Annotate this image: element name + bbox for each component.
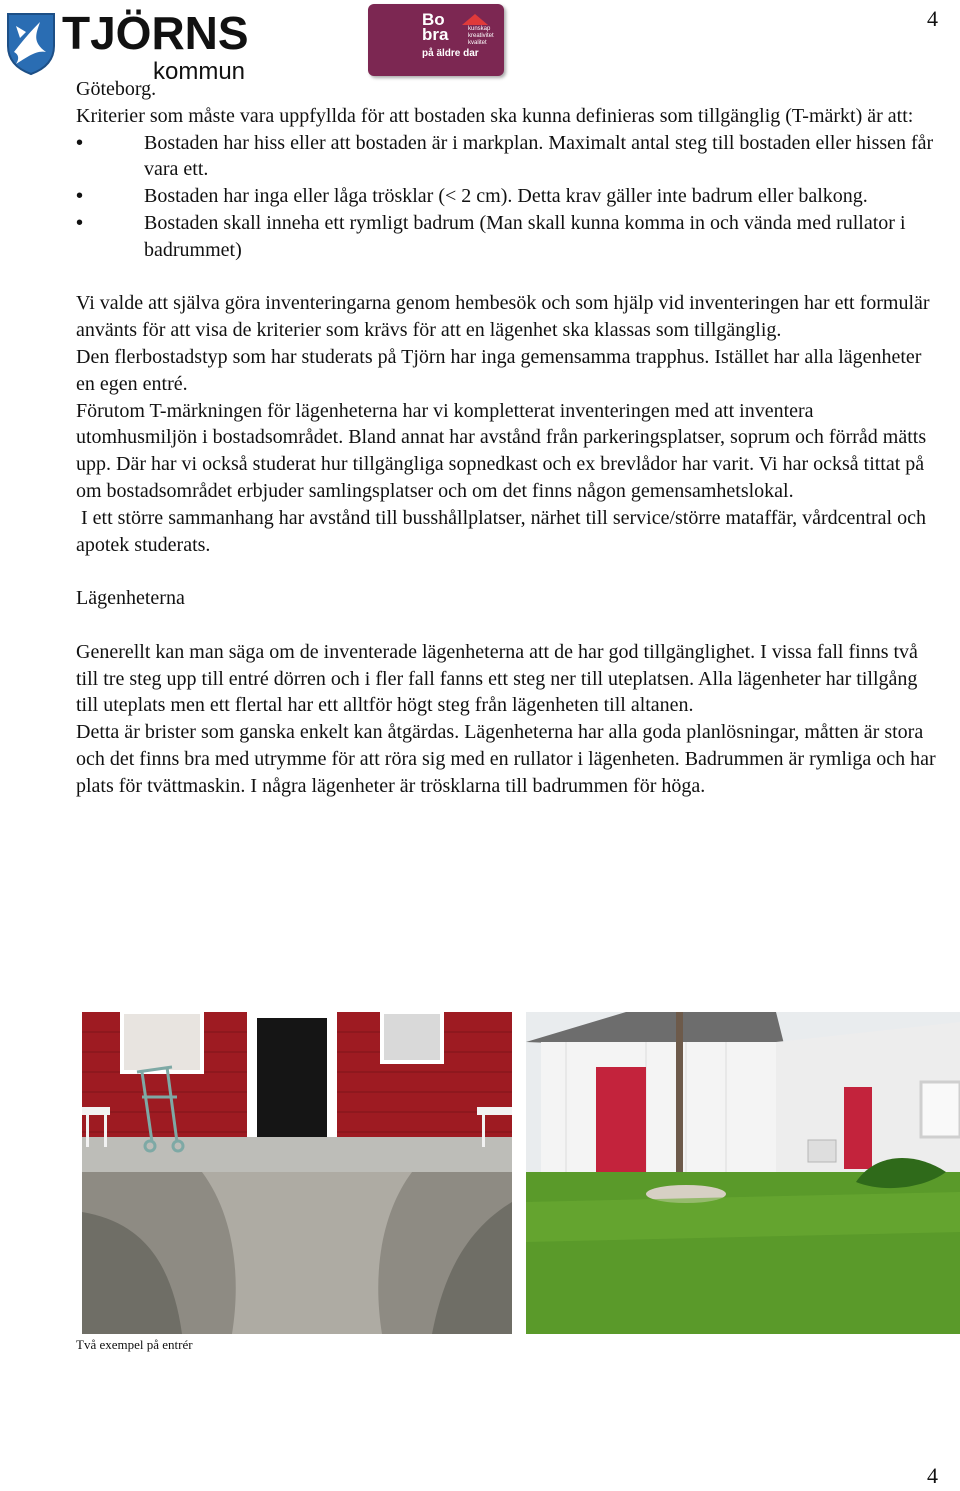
house-icon: [460, 12, 490, 26]
bullet-text: Bostaden skall inneha ett rymligt badrum (Man skall kunna komma in och vända med rullator i badrummet): [144, 211, 906, 261]
paragraph: Förutom T-märkningen för lägenheterna har vi kompletterat inventeringen med att inventera utomhusmiljön i bostadsområdet. Bland annat har avstånd från parkeringsplatser, soprum och förråd mätts upp. Där har vi också studerat hur tillgängliga sopnedkast och ex brevlådor har varit. Vi har också tittat på om bostadsområdet erbjuder samlingsplatser och om det finns någon gemensamhetslokal.: [76, 399, 927, 502]
page-number-top: 4: [927, 6, 938, 31]
page-number-bottom: 4: [927, 1463, 938, 1488]
bo-bra-sub: på äldre dar: [422, 48, 479, 59]
bullet-item: [76, 183, 936, 210]
paragraph: Detta är brister som ganska enkelt kan åtgärdas. Lägenheterna har alla goda planlösningar, måtten är stora och det finns bra med utrymme för att röra sig med en rullator i lägenheten. Badrummen är rymliga och har plats för tvättmaskin. I några lägenheter är trösklarna till badrummen för höga.: [76, 721, 936, 797]
intro-line: Göteborg.: [76, 78, 157, 100]
paragraph: Generellt kan man säga om de inventerade lägenheterna att de har god tillgänglighet. I vissa fall finns två till tre steg upp till entré dörren och i fler fall fanns ett steg ner till uteplatsen. Alla lägenheter har tillgång till uteplats men ett flertal har ett alltför högt steg från lägenheten till altanen.: [76, 640, 918, 717]
criteria-intro: Kriterier som måste vara uppfyllda för att bostaden ska kunna definieras som tillgänglig (T-märkt) är att:: [76, 104, 914, 127]
bo-bra-logo: [368, 4, 504, 76]
entrance-photo-2: [526, 1012, 960, 1334]
logo-sub: kommun: [153, 58, 246, 85]
logo-name: TJÖRNS: [62, 7, 249, 59]
bullet-marker: •: [76, 211, 84, 234]
entrance-photo-2-image: [526, 1012, 960, 1334]
document-body: [76, 76, 936, 800]
bullet-marker: •: [76, 185, 84, 208]
figure-caption: Två exempel på entrér: [76, 1337, 193, 1352]
entrance-photo-1: [82, 1012, 512, 1334]
bo-bra-tagline: kunskap kreativitet kvalitet: [468, 26, 494, 46]
coat-of-arms-icon: [6, 12, 56, 76]
paragraph: Vi valde att själva göra inventeringarna genom hembesök och som hjälp vid inventeringen har ett formulär använts för att visa de kriterier som krävs för att en lägenhet ska klassas som tillgänglig.: [76, 292, 930, 342]
bullet-text: Bostaden har hiss eller att bostaden är i markplan. Maximalt antal steg till bostaden eller hissen får vara ett.: [144, 131, 934, 181]
bullet-item: [76, 210, 936, 264]
bo-bra-logo-text: Bo bra: [422, 10, 449, 44]
tjorn-kommun-logo: [6, 7, 256, 85]
bullet-text: Bostaden har inga eller låga trösklar (< 2 cm). Detta krav gäller inte badrum eller balkong.: [144, 185, 868, 208]
bullet-item: [76, 130, 936, 184]
section-heading: Lägenheterna: [76, 587, 185, 610]
paragraph: Den flerbostadstyp som har studerats på Tjörn har inga gemensamma trapphus. Istället har alla lägenheter en egen entré.: [76, 345, 922, 395]
bullet-marker: •: [76, 131, 84, 154]
paragraph: I ett större sammanhang har avstånd till busshållplatser, närhet till service/större mataffär, vårdcentral och apotek studerats.: [76, 506, 931, 556]
entrance-photo-1-image: [82, 1012, 512, 1334]
